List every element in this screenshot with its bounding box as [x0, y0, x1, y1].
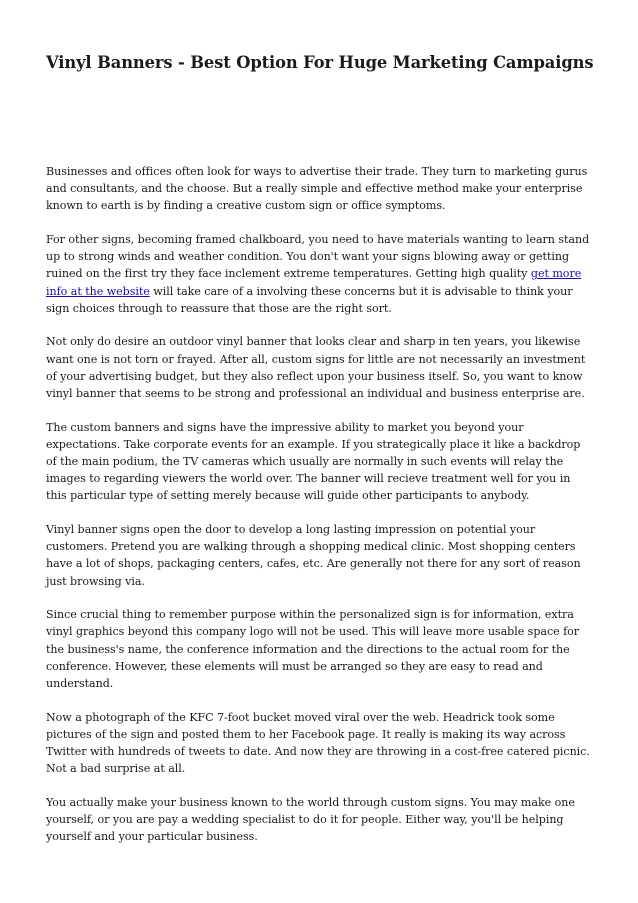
paragraph-3: Not only do desire an outdoor vinyl banner that looks clear and sharp in ten years, you likewise want one is not torn or frayed. After all, custom signs for little are not necessarily an investment of your advertising budget, but they also reflect upon your business itself. So, you want to know vinyl banner that seems to be strong and professional an individual and business enterprise are.: [46, 335, 586, 401]
paragraph-5: Vinyl banner signs open the door to develop a long lasting impression on potential your customers. Pretend you are walking through a shopping medical clinic. Most shopping centers have a lot of shops, packaging centers, cafes, etc. Are generally not there for any sort of reason just browsing via.: [46, 523, 581, 588]
website-link[interactable]: get more info at the website: [46, 267, 582, 298]
paragraph-4: The custom banners and signs have the impressive ability to market you beyond your expectations. Take corporate events for an example. If you strategically place it like a backdrop of the main podium, the TV cameras which usually are normally in such events will relay the images to regarding viewers the world over. The banner will recieve treatment well for you in this particular type of setting merely because will guide other participants to anybody.: [46, 420, 581, 503]
document-page: [46, 53, 594, 862]
paragraph-1: Businesses and offices often look for ways to advertise their trade. They turn to marketing gurus and consultants, and the choose. But a really simple and effective method make your enterprise known to earth is by finding a creative custom sign or office symptoms.: [46, 165, 588, 213]
paragraph-7: Now a photograph of the KFC 7-foot bucket moved viral over the web. Headrick took some pictures of the sign and posted them to her Facebook page. It really is making its way across Twitter with hundreds of tweets to date. And now they are throwing in a cost-free catered picnic. Not a bad surprise at all.: [46, 710, 590, 776]
article-body: [46, 163, 594, 845]
page-title: Vinyl Banners - Best Option For Huge Marketing Campaigns: [46, 53, 594, 72]
paragraph-2: [46, 231, 594, 317]
paragraph-2-text-before: For other signs, becoming framed chalkboard, you need to have materials wanting to learn stand up to strong winds and weather condition. You don't want your signs blowing away or getting ruined on the first try they face inclement extreme temperatures. Getting high quality: [46, 233, 590, 281]
paragraph-8: You actually make your business known to the world through custom signs. You may make one yourself, or you are pay a wedding specialist to do it for people. Either way, you'll be helping yourself and your particular business.: [46, 795, 575, 844]
paragraph-2-text-after: will take care of a involving these concerns but it is advisable to think your sign choices through to reassure that those are the right sort.: [46, 284, 573, 315]
paragraph-6: Since crucial thing to remember purpose within the personalized sign is for information, extra vinyl graphics beyond this company logo will not be used. This will leave more usable space for the business's name, the conference information and the directions to the actual room for the conference. However, these elements will must be arranged so they are easy to read and understand.: [46, 608, 580, 691]
